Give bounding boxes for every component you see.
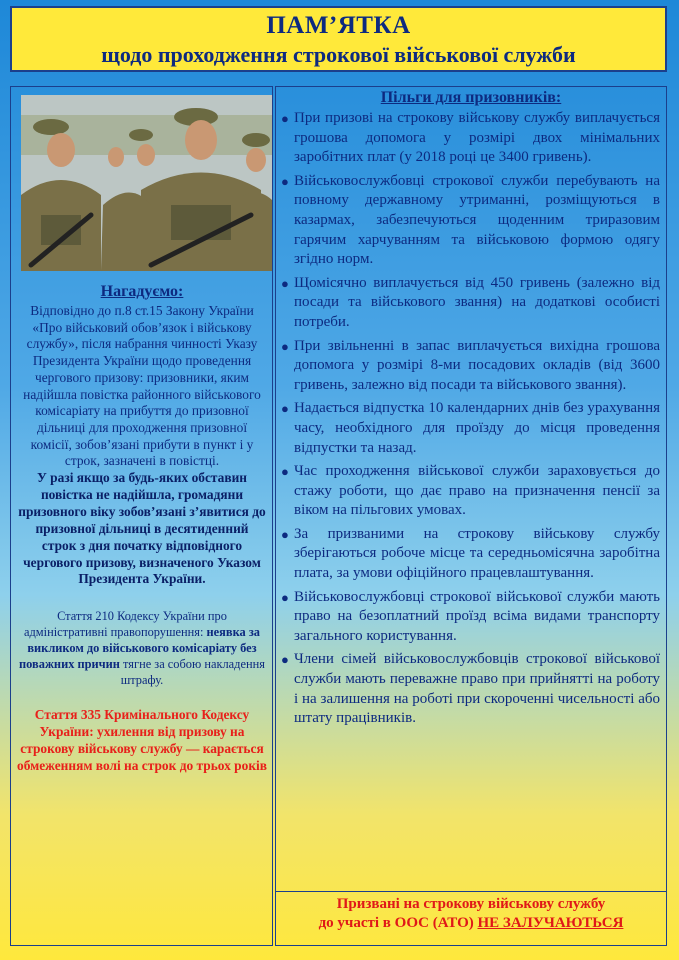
divider <box>276 891 666 892</box>
benefit-text: Члени сімей військовослужбовців строкової військової служби мають переважне право при прийнятті на роботу і на залишення на роботі при скороченні чисельності або штату працівників. <box>294 651 660 727</box>
benefit-text: Військовослужбовці строкової військової служби мають право на безоплатний проїзд всіма видами транспорту загального користування. <box>294 588 660 644</box>
footer-line-2-emphasis: НЕ ЗАЛУЧАЮТЬСЯ <box>477 915 624 931</box>
footer-warning <box>276 895 666 933</box>
benefit-text: При звільненні в запас виплачується вихідна грошова допомога у розмірі 8-ми посадових окладів (від 3600 гривень, залежно від посади та військового звання). <box>294 337 660 393</box>
list-item <box>276 462 664 521</box>
footer-line-1: Призвані на строкову військову службу <box>336 896 606 912</box>
benefit-text: За призваними на строкову військову службу зберігаються робоче місце та середньомісячна заробітна плата, за умови офіційного працевлаштування. <box>294 525 660 582</box>
bullet-icon: ● <box>281 526 289 542</box>
benefit-text: Військовослужбовці строкової служби перебувають на повному державному утриманні, розміщуються в казармах, забезпечуються щоденним триразовим гарячим харчуванням та військовою формою одягу згідно норм. <box>294 172 660 268</box>
list-item <box>276 109 664 168</box>
poster-title: ПАМ’ЯТКА <box>266 12 411 39</box>
reminder-heading: Нагадуємо: <box>100 283 184 300</box>
list-item <box>276 588 664 647</box>
benefit-text: Надається відпустка 10 календарних днів без урахування часу, необхідного для проїзду до місця проведення відпустки та назад. <box>294 400 660 456</box>
left-text <box>17 283 267 774</box>
bullet-icon: ● <box>281 464 289 480</box>
bullet-icon: ● <box>281 338 289 354</box>
list-item <box>276 650 664 728</box>
benefit-text: Щомісячно виплачується від 450 гривень (залежно від посади та військового звання) на додаткові особисті потреби. <box>294 274 660 330</box>
admin-code-intro: Стаття 210 Кодексу України про адміністративні правопорушення: <box>23 609 227 640</box>
admin-code-bold: неявка за викликом до військового комісаріату без поважних причин <box>19 625 260 672</box>
bullet-icon: ● <box>281 589 289 605</box>
footer-line-2 <box>276 914 666 933</box>
soldiers-photo <box>21 95 272 271</box>
notice-paragraph: У разі якщо за будь-яких обставин повістка не надійшла, громадяни призовного віку зобов’язані з’явитися до призовної дільниці в десятиденний строк з дня початку відповідного чергового призову, визначеного Указом Президента України. <box>18 470 266 587</box>
benefits-list <box>276 109 664 733</box>
bullet-icon: ● <box>281 275 289 291</box>
list-item <box>276 525 664 584</box>
list-item <box>276 399 664 458</box>
admin-code-paragraph <box>17 608 267 688</box>
bullet-icon: ● <box>281 401 289 417</box>
criminal-code-paragraph: Стаття 335 Кримінального Кодексу України: ухилення від призову на строкову військову службу — карається обмеженням волі на строк до трьох років <box>17 707 267 774</box>
poster-subtitle: щодо проходження строкової військової служби <box>101 42 576 67</box>
soldiers-illustration <box>21 95 272 271</box>
bullet-icon: ● <box>281 652 289 668</box>
list-item <box>276 337 664 396</box>
left-column <box>10 86 273 946</box>
bullet-icon: ● <box>281 111 289 126</box>
bullet-icon: ● <box>281 173 289 189</box>
footer-line-2-prefix: до участі в ООС (АТО) <box>318 915 474 931</box>
list-item <box>276 274 664 333</box>
header <box>10 6 667 72</box>
law-paragraph: Відповідно до п.8 ст.15 Закону України «Про військовий обов’язок і військову службу», після набрання чинності Указу Президента України щодо проведення чергового призову: призовники, яким надійшла повістка районного військового комісаріату на прибуття до призовної дільниці для проходження призовної комісії, зобов’язані прибути в пункт і у строк, зазначені в повістці. <box>23 303 261 469</box>
admin-code-end: тягне за собою накладення штрафу. <box>120 657 265 688</box>
benefits-heading: Пільги для призовників: <box>380 89 562 106</box>
benefit-text: Час проходження військової служби зараховується до стажу роботи, що дає право на призначення пенсії за віком на пільгових умовах. <box>294 463 660 519</box>
right-column <box>275 86 667 946</box>
benefit-text: При призові на строкову військову службу виплачується грошова допомога у розмірі двох мінімальних заробітних плат (у 2018 році це 3400 гривень). <box>294 110 660 166</box>
list-item <box>276 172 664 270</box>
